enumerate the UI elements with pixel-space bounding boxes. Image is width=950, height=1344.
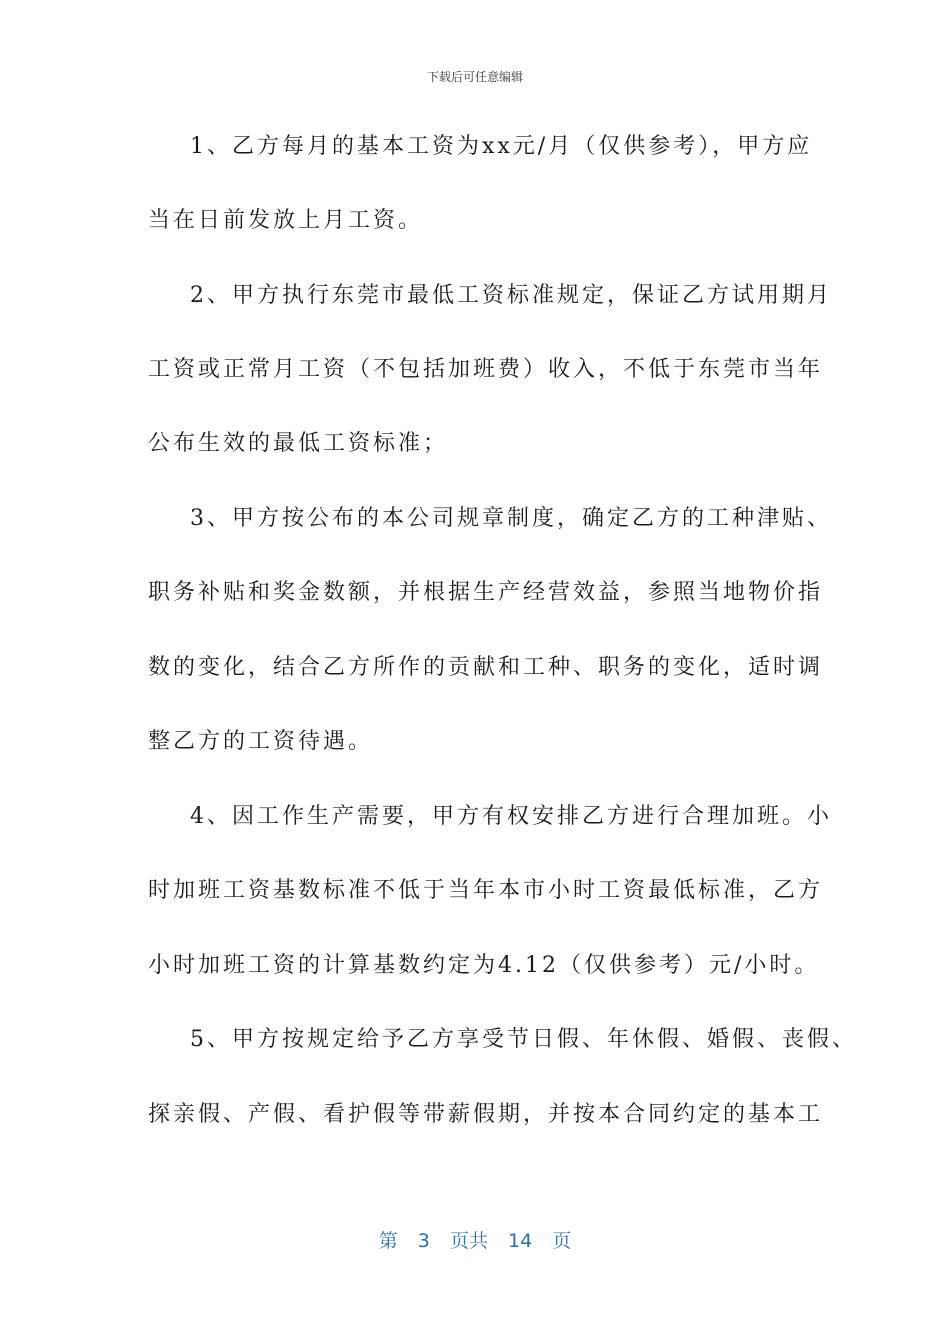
page-footer xyxy=(0,1226,950,1253)
paragraph-3-line-4: 整乙方的工资待遇。 xyxy=(148,729,374,754)
paragraph-1-line-1: 1、乙方每月的基本工资为xx元/月（仅供参考），甲方应 xyxy=(190,134,813,159)
paragraph-5-line-2: 探亲假、产假、看护假等带薪假期，并按本合同约定的基本工 xyxy=(148,1102,824,1127)
paragraph-3-line-2: 职务补贴和奖金数额，并根据生产经营效益，参照当地物价指 xyxy=(148,580,824,605)
page-total: 14 xyxy=(508,1230,533,1252)
paragraph-2-line-3: 公布生效的最低工资标准； xyxy=(148,431,449,456)
paragraph-3-line-1: 3、甲方按公布的本公司规章制度，确定乙方的工种津贴、 xyxy=(190,506,832,531)
page-suffix: 页 xyxy=(552,1230,572,1252)
header-note: 下载后可任意编辑 xyxy=(426,70,523,84)
page-mid: 页共 xyxy=(449,1230,488,1252)
paragraph-4-line-3: 小时加班工资的计算基数约定为4.12（仅供参考）元/小时。 xyxy=(148,953,820,978)
paragraph-2-line-1: 2、甲方执行东莞市最低工资标准规定，保证乙方试用期月 xyxy=(190,283,832,308)
paragraph-1-line-2: 当在日前发放上月工资。 xyxy=(148,208,424,233)
paragraph-4-line-2: 时加班工资基数标准不低于当年本市小时工资最低标准，乙方 xyxy=(148,878,824,903)
page-prefix: 第 xyxy=(378,1230,398,1252)
paragraph-2-line-2: 工资或正常月工资（不包括加班费）收入，不低于东莞市当年 xyxy=(148,357,824,382)
paragraph-5-line-1: 5、甲方按规定给予乙方享受节日假、年休假、婚假、丧假、 xyxy=(190,1027,857,1052)
page-current: 3 xyxy=(417,1230,430,1252)
paragraph-3-line-3: 数的变化，结合乙方所作的贡献和工种、职务的变化，适时调 xyxy=(148,655,824,680)
paragraph-4-line-1: 4、因工作生产需要，甲方有权安排乙方进行合理加班。小 xyxy=(190,804,832,829)
